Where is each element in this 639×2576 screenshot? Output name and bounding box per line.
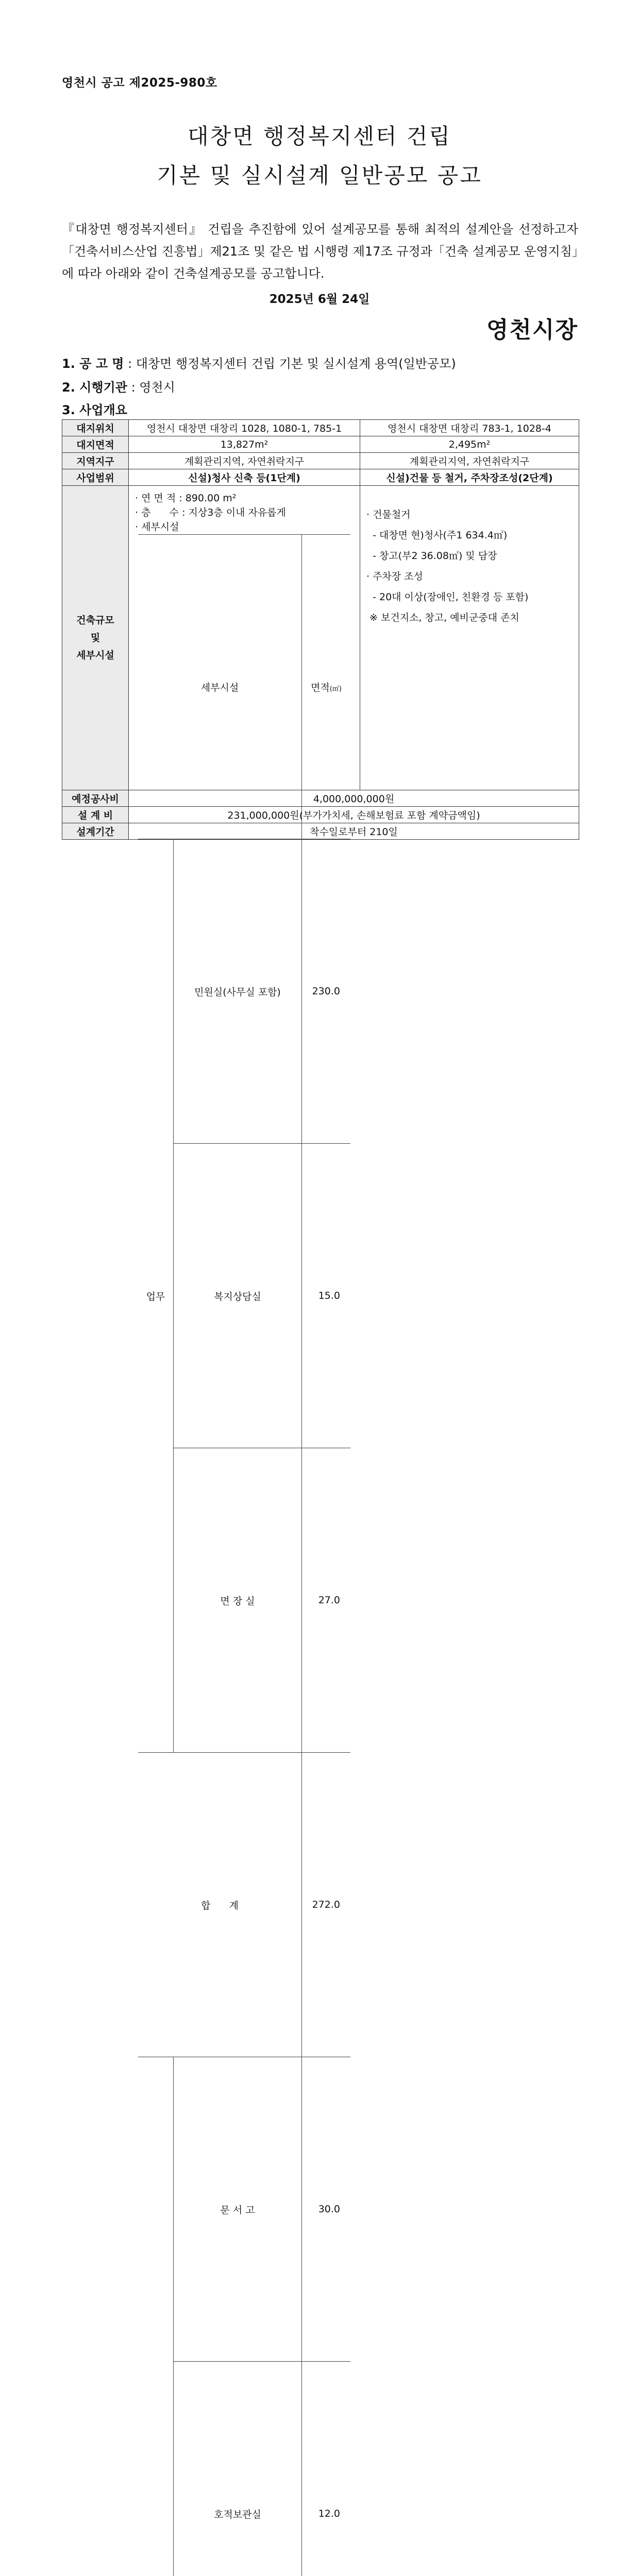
table-row-subtotal xyxy=(138,1753,350,2057)
spec-floor-area: · 연 면 적 : 890.00 m² xyxy=(135,491,286,505)
construction-cost-label: 예정공사비 xyxy=(62,790,129,807)
zone-label: 지역지구 xyxy=(62,453,129,469)
scope-stage2: 신설)건물 등 철거, 주차장조성(2단계) xyxy=(360,469,579,486)
building-spec-list xyxy=(135,491,286,534)
site-location-stage2: 영천시 대창면 대창리 783-1, 1028-4 xyxy=(360,420,579,436)
stage2-note: · 건물철거 xyxy=(366,504,528,525)
scope-label: 사업범위 xyxy=(62,469,129,486)
item-notice-name xyxy=(62,353,456,371)
facility-area: 15.0 xyxy=(302,1144,351,1448)
site-location-stage1: 영천시 대창면 대창리 1028, 1080-1, 785-1 xyxy=(129,420,360,436)
facilities-head-area xyxy=(302,535,351,839)
spec-floors: · 층 수 : 지상3층 이내 자유롭게 xyxy=(135,505,286,520)
facility-area: 12.0 xyxy=(302,2362,351,2576)
scope-stage1: 신설)청사 신축 등(1단계) xyxy=(129,469,360,486)
building-scale-label xyxy=(62,486,129,790)
facility-subtotal-label: 합 계 xyxy=(138,1753,302,2057)
facilities-group-work: 업무 xyxy=(138,839,174,1753)
stage2-note: - 창고(부2 36.08㎡) 및 담장 xyxy=(366,546,528,566)
facility-area: 230.0 xyxy=(302,839,351,1144)
stage2-note: - 대창면 현)청사(주1 634.4㎡) xyxy=(366,525,528,546)
table-row-scope xyxy=(62,469,579,486)
facilities-head-unit: (㎡) xyxy=(330,685,342,693)
facility-name: 민원실(사무실 포함) xyxy=(174,839,302,1144)
stage2-note: - 20대 이상(장애인, 친환경 등 포함) xyxy=(366,587,528,607)
site-area-stage1: 13,827m² xyxy=(129,436,360,453)
site-location-label: 대지위치 xyxy=(62,420,129,436)
facilities-header-row xyxy=(138,535,350,839)
table-row xyxy=(138,2057,350,2362)
facilities-table xyxy=(138,534,350,2576)
facility-name: 호적보관실 xyxy=(174,2362,302,2576)
zone-stage2: 계획관리지역, 자연취락지구 xyxy=(360,453,579,469)
building-scale-stage2 xyxy=(360,486,579,790)
spec-facilities: · 세부시설 xyxy=(135,520,286,534)
item-notice-name-value: : 대창면 행정복지센터 건립 기본 및 실시설계 용역(일반공모) xyxy=(128,357,456,371)
site-area-label: 대지면적 xyxy=(62,436,129,453)
facility-name: 문 서 고 xyxy=(174,2057,302,2362)
facility-subtotal-area: 272.0 xyxy=(302,1753,351,2057)
notice-date: 2025년 6월 24일 xyxy=(0,290,639,307)
stage2-note: ※ 보건지소, 창고, 예비군중대 존치 xyxy=(366,607,528,628)
item-notice-name-label: 1. 공 고 명 xyxy=(62,357,124,371)
zone-stage1: 계획관리지역, 자연취락지구 xyxy=(129,453,360,469)
table-row-zone xyxy=(62,453,579,469)
page-title-line-2: 기본 및 실시설계 일반공모 공고 xyxy=(0,159,639,190)
notice-number: 영천시 공고 제2025-980호 xyxy=(62,73,217,90)
item-agency xyxy=(62,377,175,395)
design-fee-label: 설 계 비 xyxy=(62,807,129,823)
intro-paragraph: 『대창면 행정복지센터』 건립을 추진함에 있어 설계공모를 통해 최적의 설계안을 선정하고자 「건축서비스산업 진흥법」제21조 및 같은 법 시행령 제17조 규정과「건축 설계공모 운영지침」에 따라 아래와 같이 건축설계공모를 공고합니다. xyxy=(62,218,578,285)
table-row-site-location xyxy=(62,420,579,436)
table-row-building-scale xyxy=(62,486,579,790)
item-overview xyxy=(62,400,127,418)
design-period-value: 착수일로부터 210일 xyxy=(129,823,579,840)
facilities-head-name: 세부시설 xyxy=(138,535,302,839)
facility-area: 27.0 xyxy=(302,1448,351,1753)
item-agency-value: : 영천시 xyxy=(131,380,175,395)
facility-name: 복지상담실 xyxy=(174,1144,302,1448)
building-scale-label-line-2: 및 xyxy=(62,629,128,647)
facilities-head-area-text: 면적 xyxy=(311,682,330,693)
table-row-site-area xyxy=(62,436,579,453)
page-title-line-1: 대창면 행정복지센터 건립 xyxy=(0,120,639,150)
building-scale-label-line-3: 세부시설 xyxy=(62,647,128,664)
item-agency-label: 2. 시행기관 xyxy=(62,380,127,395)
construction-cost-value: 4,000,000,000원 xyxy=(129,790,579,807)
site-area-stage2: 2,495m² xyxy=(360,436,579,453)
table-row xyxy=(138,839,350,1144)
stage2-notes xyxy=(366,504,528,628)
stage2-note: · 주차장 조성 xyxy=(366,566,528,587)
facility-area: 30.0 xyxy=(302,2057,351,2362)
issuer-name: 영천시장 xyxy=(486,311,578,344)
building-scale-label-line-1: 건축규모 xyxy=(62,612,128,629)
design-fee-value: 231,000,000원(부가가치세, 손해보험료 포함 계약금액임) xyxy=(129,807,579,823)
notice-page xyxy=(0,0,639,903)
item-overview-label: 3. 사업개요 xyxy=(62,403,127,417)
facilities-group-support xyxy=(138,2057,174,2576)
facility-name: 면 장 실 xyxy=(174,1448,302,1753)
building-scale-stage1 xyxy=(129,486,360,790)
project-overview-table xyxy=(62,419,579,840)
design-period-label: 설계기간 xyxy=(62,823,129,840)
